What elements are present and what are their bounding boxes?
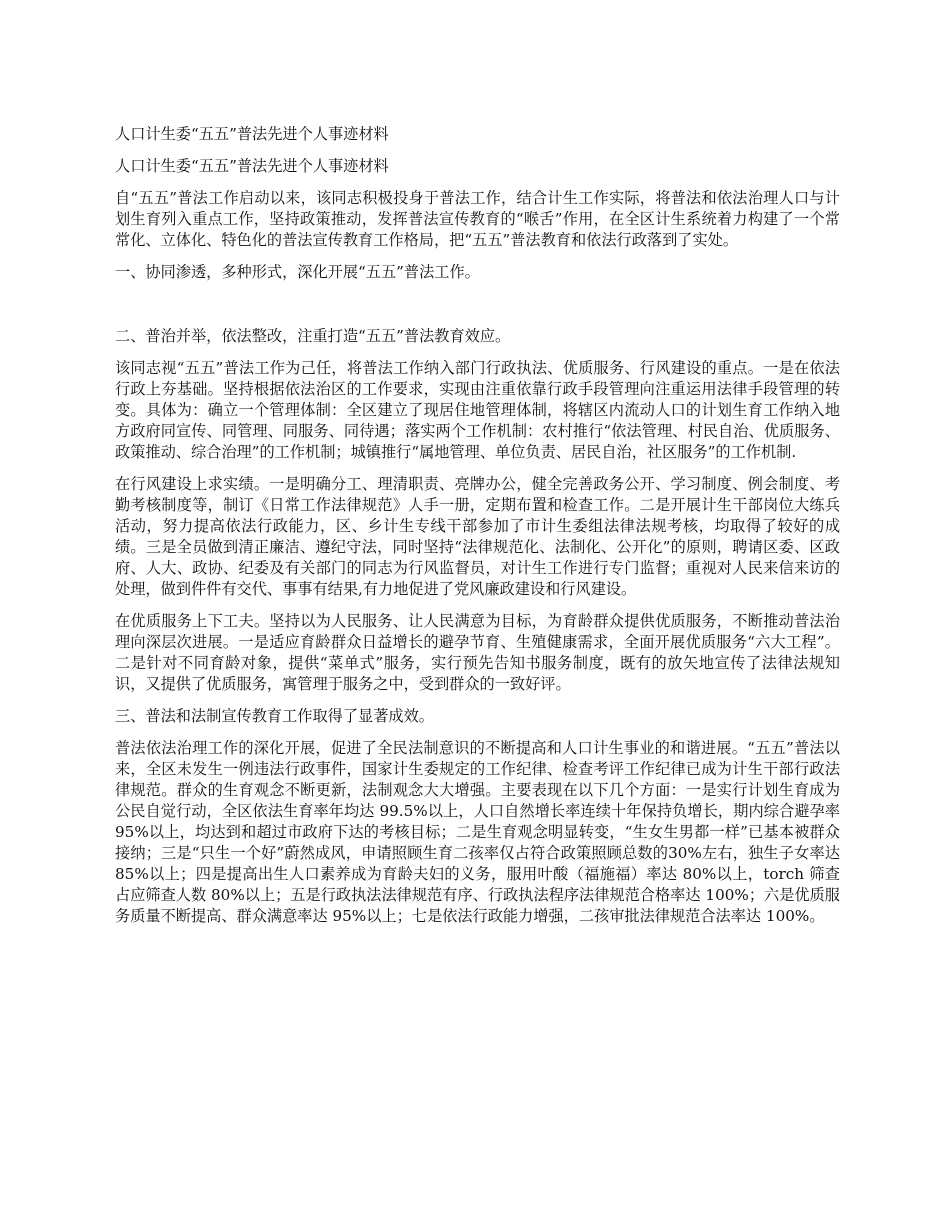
section2-heading: 二、普治并举，依法整改，注重打造“五五”普法教育效应。 <box>115 327 511 345</box>
section3-heading: 三、普法和法制宣传教育工作取得了显著成效。 <box>115 707 434 725</box>
section2-paragraph-2: 在行风建设上求实绩。一是明确分工、理清职责、亮牌办公，健全完善政务公开、学习制度、例会制度、考勤考核制度等，制订《日常工作法律规范》人手一册，定期布置和检查工作。二是开展计生干部岗位大练兵活动，努力提高依法行政能力，区、乡计生专线干部参加了市计生委组法律法规考核，均取得了较好的成绩。三是全员做到清正廉洁、遵纪守法，同时坚持“法律规范化、法制化、公开化”的原则，聘请区委、区政府、人大、政协、纪委及有关部门的同志为行风监督员，对计生工作进行专门监督；重视对人民来信来访的处理，做到件件有交代、事事有结果,有力地促进了党风廉政建设和行风建设。 <box>115 475 840 598</box>
section2-paragraph-3: 在优质服务上下工夫。坚持以为人民服务、让人民满意为目标，为育龄群众提供优质服务，不断推动普法治理向深层次进展。一是适应育龄群众日益增长的避孕节育、生殖健康需求，全面开展优质服务“六大工程”。二是针对不同育龄对象，提供“菜单式”服务，实行预先告知书服务制度，既有的放矢地宣传了法律法规知识，又提供了优质服务，寓管理于服务之中，受到群众的一致好评。 <box>115 612 840 693</box>
section1-heading: 一、协同渗透，多种形式，深化开展“五五”普法工作。 <box>115 263 480 281</box>
document-title: 人口计生委“五五”普法先进个人事迹材料 <box>115 125 389 143</box>
blank-space <box>115 294 840 326</box>
section3-paragraph-1: 普法依法治理工作的深化开展，促进了全民法制意识的不断提高和人口计生事业的和谐进展。“五五”普法以来，全区未发生一例违法行政事件，国家计生委规定的工作纪律、检查考评工作纪律已成为计生干部行政法律规范。群众的生育观念不断更新，法制观念大大增强。主要表现在以下几个方面：一是实行计划生育成为公民自觉行动，全区依法生育率年均达 99.5%以上，人口自然增长率连续十年保持负增长，期内综合避孕率 95%以上，均达到和超过市政府下达的考核目标；二是生育观念明显转变，“生女生男都一样”已基本被群众接纳；三是“只生一个好”蔚然成风，申请照顾生育二孩率仅占符合政策照顾总数的30%左右，独生子女率达 85%以上；四是提高出生人口素养成为育龄夫妇的义务，服用叶酸（福施福）率达 80%以上，torch 筛查占应筛查人数 80%以上；五是行政执法法律规范有序、行政执法程序法律规范合格率达 100%；六是优质服务质量不断提高、群众满意率达 95%以上；七是依法行政能力增强，二孩审批法律规范合法率达 100%。 <box>115 739 840 925</box>
section2-paragraph-1: 该同志视“五五”普法工作为己任，将普法工作纳入部门行政执法、优质服务、行风建设的重点。一是在依法行政上夯基础。坚持根据依法治区的工作要求，实现由注重依靠行政手段管理向注重运用法律手段管理的转变。具体为：确立一个管理体制：全区建立了现居住地管理体制，将辖区内流动人口的计划生育工作纳入地方政府同宣传、同管理、同服务、同待遇；落实两个工作机制：农村推行“依法管理、村民自治、优质服务、政策推动、综合治理”的工作机制；城镇推行“属地管理、单位负责、居民自治，社区服务”的工作机制. <box>115 359 840 461</box>
intro-paragraph: 自“五五”普法工作启动以来，该同志积极投身于普法工作，结合计生工作实际，将普法和依法治理人口与计划生育列入重点工作，坚持政策推动，发挥普法宣传教育的“喉舌”作用，在全区计生系统着力构建了一个常常化、立体化、特色化的普法宣传教育工作格局，把“五五”普法教育和依法行政落到了实处。 <box>115 189 840 249</box>
document-subtitle: 人口计生委“五五”普法先进个人事迹材料 <box>115 157 389 175</box>
document-page <box>115 124 840 938</box>
